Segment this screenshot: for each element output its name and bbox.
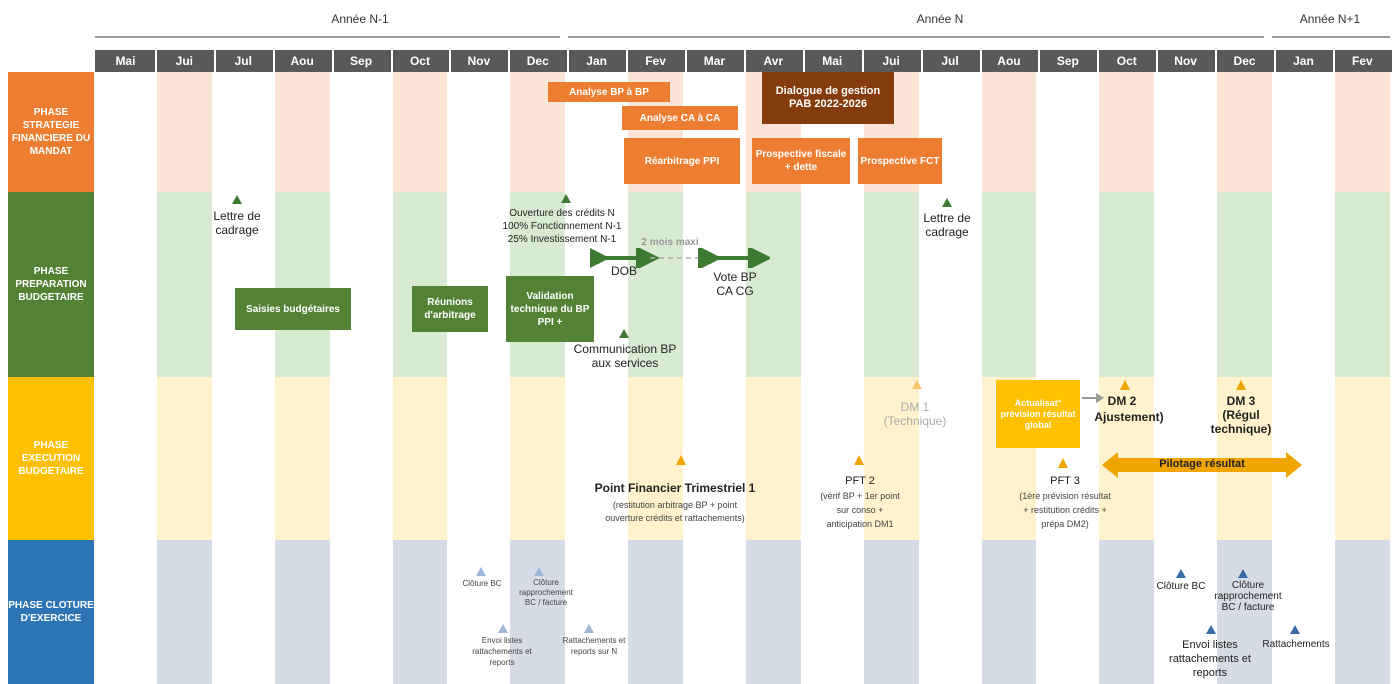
milestone-triangle-icon <box>534 567 544 576</box>
month-stripe <box>746 540 801 684</box>
month-label: Sep <box>350 54 373 68</box>
lettre-cadrage-n: Lettre de cadrage <box>923 211 971 239</box>
month-stripe <box>1099 72 1154 192</box>
month-separator <box>1333 50 1335 72</box>
month-label: Jul <box>941 54 959 68</box>
month-label: Sep <box>1056 54 1079 68</box>
prospective-fiscale-box: Prospective fiscale + dette <box>752 138 850 184</box>
month-stripe <box>1335 540 1390 684</box>
phase-execution-label: PHASE EXECUTION BUDGETAIRE <box>8 377 94 540</box>
dm1-label: DM 1 <box>900 400 930 414</box>
month-label: Jan <box>1293 54 1314 68</box>
milestone-triangle-icon <box>1236 380 1246 390</box>
milestone-triangle-icon <box>476 567 486 576</box>
actualisation-box: Actualisat° prévision résultat global <box>996 380 1080 448</box>
phase-cloture-label: PHASE CLOTURE D'EXERCICE <box>8 540 94 684</box>
rearbitrage-ppi-box: Réarbitrage PPI <box>624 138 740 184</box>
prospective-fct-box: Prospective FCT <box>858 138 942 184</box>
pft3-line3: prépa DM2) <box>1041 519 1089 529</box>
cloture-rapprochement-n-2: rapprochement <box>1214 591 1282 602</box>
month-stripe <box>1217 72 1272 192</box>
month-separator <box>862 50 864 72</box>
month-stripe <box>275 540 330 684</box>
month-stripe <box>275 377 330 540</box>
month-separator <box>1097 50 1099 72</box>
month-stripe <box>275 192 330 377</box>
month-label: Mai <box>115 54 136 68</box>
dm1-sub: (Technique) <box>883 414 947 428</box>
cloture-rapprochement-n-1: Clôture <box>1231 580 1265 591</box>
rattachements-n-minus-1: Rattachements et reports sur N <box>562 636 626 656</box>
month-separator <box>626 50 628 72</box>
month-label: Oct <box>1116 54 1137 68</box>
pft1-line1: (restitution arbitrage BP + point <box>612 500 738 510</box>
month-label: Jui <box>175 54 193 68</box>
month-label: Dec <box>526 54 549 68</box>
year-label-n: Année N <box>916 12 964 26</box>
envoi-listes-n-1: Envoi listes <box>1182 639 1238 651</box>
month-label: Avr <box>763 54 784 68</box>
month-stripe <box>393 540 448 684</box>
month-stripe <box>628 540 683 684</box>
cloture-bc-n: Clôture BC <box>1156 581 1206 592</box>
milestone-triangle-icon <box>619 329 629 338</box>
year-span-line <box>1272 36 1390 38</box>
lettre-cadrage-n-minus-1: Lettre de cadrage <box>213 209 261 237</box>
dm2-sub: Ajustement) <box>1094 410 1164 424</box>
month-separator <box>155 50 157 72</box>
dm3-label: DM 3 <box>1226 394 1256 408</box>
month-stripe <box>393 192 448 377</box>
pft2-line2: sur conso + <box>836 505 884 515</box>
milestone-triangle-icon <box>854 455 864 465</box>
cloture-rapprochement-n-minus-1: Clôture rapprochement BC / facture <box>519 578 573 607</box>
month-separator <box>449 50 451 72</box>
month-stripe <box>1335 72 1390 192</box>
dialogue-gestion-box: Dialogue de gestion PAB 2022-2026 <box>762 72 894 124</box>
month-stripe <box>864 540 919 684</box>
envoi-listes-n-2: rattachements et <box>1169 653 1251 665</box>
month-separator <box>567 50 569 72</box>
month-stripe <box>864 192 919 377</box>
pilotage-resultat: Pilotage résultat <box>1159 458 1245 470</box>
month-label: Fev <box>1351 54 1373 68</box>
cloture-bc-n-minus-1: Clôture BC <box>462 579 502 588</box>
ca-cg-label: CA CG <box>716 284 754 298</box>
pft3-title: PFT 3 <box>1050 475 1080 487</box>
investissement-line: 25% Investissement N-1 <box>507 234 617 245</box>
month-separator <box>803 50 805 72</box>
month-stripe <box>393 72 448 192</box>
year-span-line <box>568 36 1264 38</box>
month-separator <box>214 50 216 72</box>
aux-services: aux services <box>591 356 659 370</box>
dm3-sub-2: technique) <box>1210 422 1272 436</box>
milestone-triangle-icon <box>912 380 922 389</box>
envoi-listes-n-3: reports <box>1192 667 1228 679</box>
analyse-ca-box: Analyse CA à CA <box>622 106 738 130</box>
month-label: Fev <box>645 54 666 68</box>
month-separator <box>1274 50 1276 72</box>
month-label: Mar <box>703 54 726 68</box>
cloture-rapprochement-n-3: BC / facture <box>1221 602 1275 613</box>
month-label: Oct <box>409 54 430 68</box>
milestone-triangle-icon <box>584 624 594 633</box>
month-label: Nov <box>1174 54 1197 68</box>
month-stripe <box>982 192 1037 377</box>
month-label: Mai <box>822 54 843 68</box>
month-separator <box>273 50 275 72</box>
month-stripe <box>157 540 212 684</box>
month-stripe <box>1335 377 1390 540</box>
month-separator <box>1156 50 1158 72</box>
pft2-title: PFT 2 <box>845 475 875 487</box>
milestone-triangle-icon <box>561 194 571 203</box>
pft3-line1: (1ère prévision résultat <box>1019 491 1111 501</box>
communication-bp: Communication BP <box>573 342 677 356</box>
fonctionnement-line: 100% Fonctionnement N-1 <box>502 221 622 232</box>
dm2-label: DM 2 <box>1107 394 1137 408</box>
reunions-arbitrage-box: Réunions d'arbitrage <box>412 286 488 332</box>
milestone-triangle-icon <box>676 455 686 465</box>
month-separator <box>508 50 510 72</box>
month-label: Jul <box>234 54 252 68</box>
milestone-triangle-icon <box>1176 569 1186 578</box>
milestone-triangle-icon <box>1206 625 1216 634</box>
month-stripe <box>510 377 565 540</box>
month-label: Aou <box>290 54 314 68</box>
month-label: Jui <box>882 54 900 68</box>
month-stripe <box>157 377 212 540</box>
month-separator <box>980 50 982 72</box>
month-label: Aou <box>997 54 1021 68</box>
milestone-triangle-icon <box>1120 380 1130 390</box>
deux-mois-maxi: 2 mois maxi <box>641 237 699 248</box>
milestone-triangle-icon <box>498 624 508 633</box>
month-stripe <box>1335 192 1390 377</box>
month-separator <box>1038 50 1040 72</box>
ouverture-credits: Ouverture des crédits N <box>509 208 615 219</box>
milestone-triangle-icon <box>1238 569 1248 578</box>
year-span-line <box>95 36 560 38</box>
month-separator <box>744 50 746 72</box>
dob-label: DOB <box>610 264 637 278</box>
saisies-budgetaires-box: Saisies budgétaires <box>235 288 351 330</box>
phase-strategie-label: PHASE STRATEGIE FINANCIERE DU MANDAT <box>8 72 94 192</box>
month-stripe <box>275 72 330 192</box>
phase-preparation-label: PHASE PREPARATION BUDGETAIRE <box>8 192 94 377</box>
year-label-n-plus-1: Année N+1 <box>1299 12 1361 26</box>
dm3-sub-1: (Régul <box>1222 408 1260 422</box>
month-stripe <box>157 72 212 192</box>
month-stripe <box>393 377 448 540</box>
month-label: Jan <box>586 54 607 68</box>
pft2-line3: anticipation DM1 <box>826 519 894 529</box>
month-stripe <box>1217 192 1272 377</box>
milestone-triangle-icon <box>942 198 952 207</box>
month-stripe <box>1099 540 1154 684</box>
month-label: Dec <box>1233 54 1256 68</box>
month-separator <box>685 50 687 72</box>
month-separator <box>332 50 334 72</box>
month-label: Nov <box>467 54 491 68</box>
milestone-triangle-icon <box>232 195 242 204</box>
month-separator <box>921 50 923 72</box>
pft3-line2: + restitution crédits + <box>1023 505 1107 515</box>
month-stripe <box>982 72 1037 192</box>
pft1-title: Point Financier Trimestriel 1 <box>594 481 756 495</box>
year-label-n-minus-1: Année N-1 <box>331 12 389 26</box>
analyse-bp-box: Analyse BP à BP <box>548 82 670 102</box>
validation-technique-box: Validation technique du BP PPI + <box>506 276 594 342</box>
envoi-listes-n-minus-1: Envoi listes rattachements et reports <box>472 636 532 667</box>
rattachements-n: Rattachements <box>1262 639 1330 650</box>
pft2-line1: (vérif BP + 1er point <box>820 491 900 501</box>
month-separator <box>1215 50 1217 72</box>
vote-bp-label: Vote BP <box>713 270 757 284</box>
pft1-line2: ouverture crédits et rattachements) <box>605 513 745 523</box>
milestone-triangle-icon <box>1058 458 1068 468</box>
milestone-triangle-icon <box>1290 625 1300 634</box>
month-stripe <box>982 540 1037 684</box>
month-stripe <box>1099 192 1154 377</box>
month-separator <box>391 50 393 72</box>
